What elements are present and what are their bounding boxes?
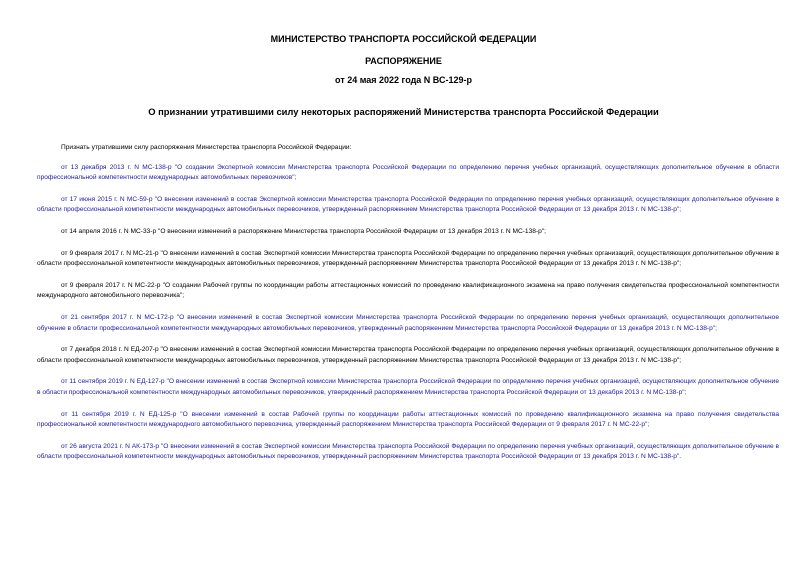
- list-item[interactable]: от 17 июня 2015 г. N МС-59-р "О внесении изменений в состав Экспертной комиссии Министерства транспорта Российской Федерации по определению перечня учебных организаций, осуществляющих дополнительное обучение в области профессиональной компетентности международных автомобильных перевозчиков, утвержденный распоряжением Министерства транспорта Российской Федерации от 13 декабря 2013 г. N МС-138-р";: [37, 195, 779, 214]
- list-item[interactable]: от 11 сентября 2019 г. N ЕД-125-р "О внесении изменений в состав Рабочей группы по координации работы аттестационных комиссий по проведению квалификационного экзамена на право получения свидетельства профессиональной компетентности международного автомобильного перевозчика, утвержденный распоряжением Министерства транспорта Российской Федерации от 9 февраля 2017 г. N МС-22-р";: [37, 410, 779, 429]
- list-item: от 9 февраля 2017 г. N МС-22-р "О создании Рабочей группы по координации работы аттестационных комиссий по проведению квалификационного экзамена на право получения свидетельства профессиональной компетентности международного автомобильного перевозчика";: [37, 281, 779, 300]
- document-title: О признании утратившими силу некоторых распоряжений Министерства транспорта Российской Федерации: [148, 106, 659, 117]
- list-item: от 7 декабря 2018 г. N ЕД-207-р "О внесении изменений в состав Экспертной комиссии Министерства транспорта Российской Федерации по определению перечня учебных организаций, осуществляющих дополнительное обучение в области профессиональной компетентности международных автомобильных перевозчиков, утвержденный распоряжением Министерства транспорта Российской Федерации от 13 декабря 2013 г. N МС-138-р";: [37, 346, 779, 364]
- list-item[interactable]: от 11 сентября 2019 г. N ЕД-127-р "О внесении изменений в состав Экспертной комиссии Министерства транспорта Российской Федерации по определению перечня учебных организаций, осуществляющих дополнительное обучение в области профессиональной компетентности международных автомобильных перевозчиков, утвержденный распоряжением Министерства транспорта Российской Федерации от 13 декабря 2013 г. N МС-138-р";: [37, 378, 779, 396]
- list-item: от 14 апреля 2016 г. N МС-33-р "О внесении изменений в распоряжение Министерства транспорта Российской Федерации от 13 декабря 2013 г. N МС-138-р";: [61, 227, 546, 235]
- document-body: [37, 143, 779, 474]
- list-item[interactable]: от 26 августа 2021 г. N АК-173-р "О внесении изменений в состав Экспертной комиссии Министерства транспорта Российской Федерации по определению перечня учебных организаций, осуществляющих дополнительное обучение в области профессиональной компетентности международных автомобильных перевозчиков, утвержденный распоряжением Министерства транспорта Российской Федерации от 13 декабря 2013 г. N МС-138-р".: [37, 442, 779, 461]
- list-item[interactable]: от 13 декабря 2013 г. N МС-138-р "О создании Экспертной комиссии Министерства транспорта Российской Федерации по определению перечня учебных организаций, осуществляющих дополнительное обучение в области профессиональной компетентности международных автомобильных перевозчиков";: [37, 163, 779, 182]
- list-item[interactable]: от 21 сентября 2017 г. N МС-172-р "О внесении изменений в состав Экспертной комиссии Министерства транспорта Российской Федерации по определению перечня учебных организаций, осуществляющих дополнительное обучение в области профессиональной компетентности международных автомобильных перевозчиков, утвержденный распоряжением Министерства транспорта Российской Федерации от 13 декабря 2013 г. N МС-138-р";: [37, 313, 779, 332]
- list-item: от 9 февраля 2017 г. N МС-21-р "О внесении изменений в состав Экспертной комиссии Министерства транспорта Российской Федерации по определению перечня учебных организаций, осуществляющих дополнительное обучение в области профессиональной компетентности международных автомобильных перевозчиков, утвержденный распоряжением Министерства транспорта Российской Федерации от 13 декабря 2013 г. N МС-138-р";: [37, 249, 779, 268]
- document-type: РАСПОРЯЖЕНИЕ: [365, 56, 442, 66]
- intro-paragraph: Признать утратившими силу распоряжения Министерства транспорта Российской Федерации:: [61, 144, 352, 151]
- ministry-name: МИНИСТЕРСТВО ТРАНСПОРТА РОССИЙСКОЙ ФЕДЕРАЦИИ: [270, 34, 537, 44]
- repealed-orders-list: [37, 163, 779, 463]
- document-date-number: от 24 мая 2022 года N ВС-129-р: [335, 75, 472, 85]
